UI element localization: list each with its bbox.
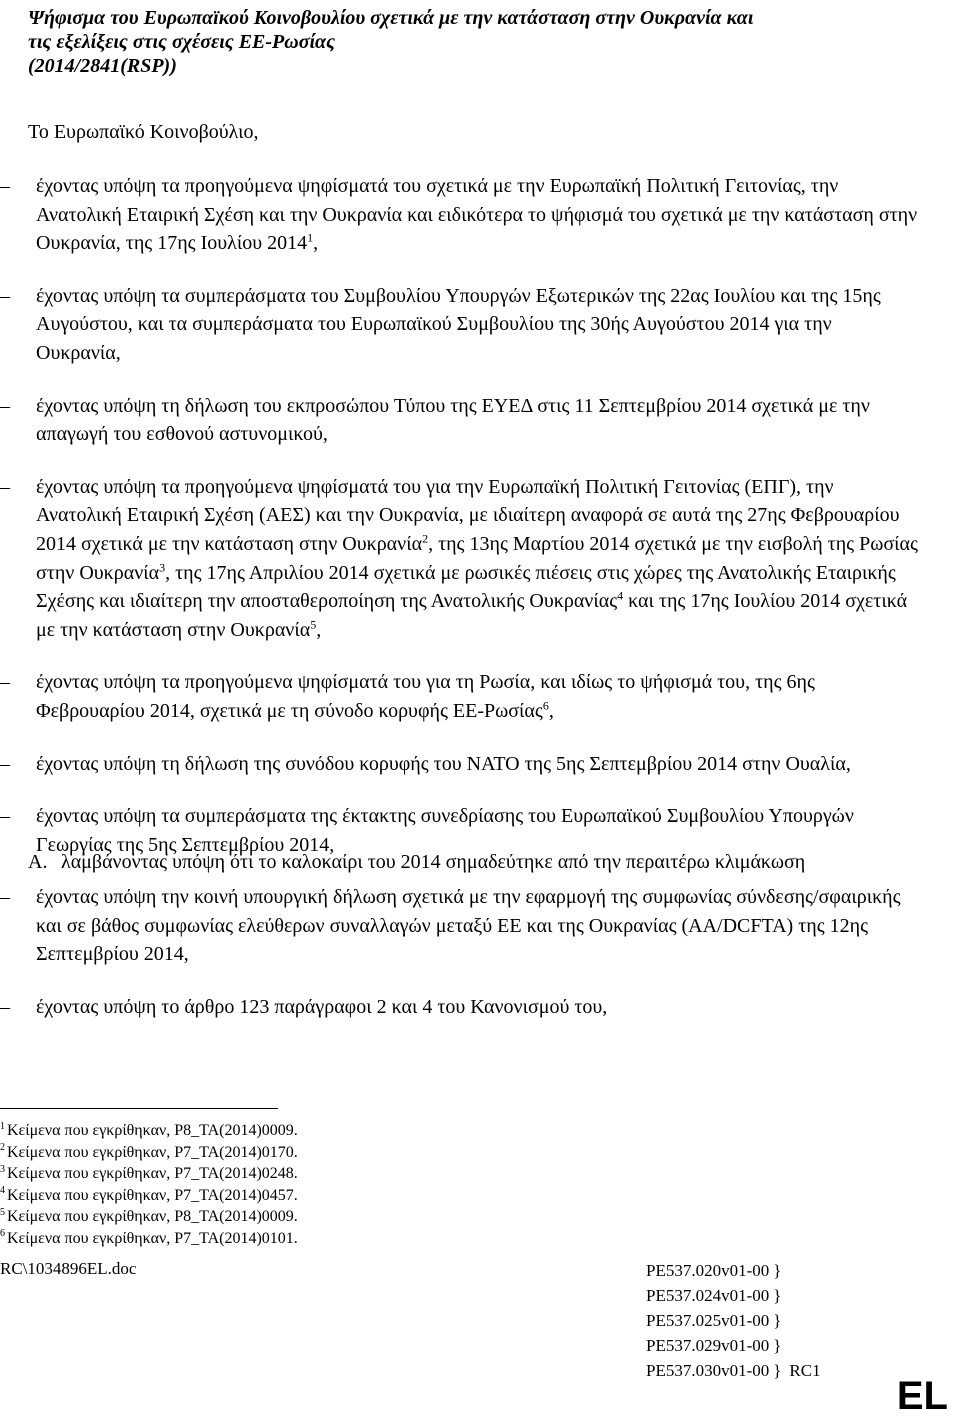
consideration-item [28, 848, 928, 876]
footnote-ref: 4 [617, 588, 624, 603]
pe-reference [646, 1333, 821, 1358]
recital-item [0, 883, 960, 969]
footnote-text: Κείμενα που εγκρίθηκαν, P7_TA(2014)0101. [7, 1229, 298, 1247]
recital-text: έχοντας υπόψη τα συμπεράσματα της έκτακτης συνεδρίασης του Ευρωπαϊκού Συμβουλίου Υπουργών Γεωργίας της 5ης Σεπτεμβρίου 2014, [36, 805, 854, 856]
recital-dash: – [0, 284, 10, 307]
recital-item [0, 993, 960, 1022]
pe-brace: } [773, 1261, 782, 1280]
recital-dash: – [0, 671, 10, 694]
recitals-list [0, 172, 960, 1046]
footnote-ref: 2 [422, 531, 429, 546]
footnote-number: 2 [0, 1142, 5, 1154]
procedure-code: (2014/2841(RSP)) [28, 55, 177, 77]
footnote-number: 5 [0, 1206, 5, 1218]
footnote-text: Κείμενα που εγκρίθηκαν, P7_TA(2014)0457. [7, 1186, 298, 1204]
footnote-text: Κείμενα που εγκρίθηκαν, P7_TA(2014)0248. [7, 1165, 298, 1182]
pe-reference [646, 1258, 821, 1283]
footnote-item [0, 1206, 298, 1228]
footnote-ref: 1 [307, 230, 314, 245]
footnote-text: Κείμενα που εγκρίθηκαν, P8_TA(2014)0009. [7, 1122, 298, 1139]
title-line-2: τις εξελίξεις στις σχέσεις ΕΕ-Ρωσίας [28, 31, 336, 53]
footnote-separator [0, 1108, 278, 1109]
consideration-marker: Α. [28, 851, 48, 873]
pe-code: PE537.024v01-00 [646, 1286, 770, 1305]
pe-code: PE537.025v01-00 [646, 1311, 770, 1330]
recital-text: έχοντας υπόψη τα προηγούμενα ψηφίσματά του για την Ευρωπαϊκή Πολιτική Γειτονίας (ΕΠΓ), την Ανατολική Εταιρική Σχέση (ΑΕΣ) και την Ουκρανία, με ιδιαίτερη αναφορά σε αυτά της 27ης Φεβρουαρίου 2014 σχετικά με την κατάσταση στην Ουκρανία [36, 475, 900, 555]
footnote-item [0, 1120, 298, 1142]
footnote-number: 3 [0, 1163, 5, 1175]
recital-dash: – [0, 752, 10, 775]
pe-code: PE537.030v01-00 [646, 1361, 770, 1380]
pe-brace: } [773, 1311, 782, 1330]
recital-text: , της 13ης Μαρτίου 2014 σχετικά με την εισβολή της Ρωσίας στην Ουκρανία [36, 532, 918, 584]
recital-text: , της 17ης Απριλίου 2014 σχετικά με ρωσικές πιέσεις στις χώρες της Ανατολικής Εταιρικής Σχέσης και ιδιαίτερη την αποσταθεροποίηση της Ανατολικής Ουκρανίας [36, 561, 896, 613]
document-reference: RC\1034896EL.doc [0, 1259, 137, 1278]
recital-text: έχοντας υπόψη τη δήλωση της συνόδου κορυφής του ΝΑΤΟ της 5ης Σεπτεμβρίου 2014 στην Ουαλία, [36, 752, 851, 775]
recital-item [0, 282, 960, 368]
pe-code: PE537.029v01-00 [646, 1336, 770, 1355]
pe-reference [646, 1283, 821, 1308]
pe-reference [646, 1358, 821, 1383]
recital-text: έχοντας υπόψη τα προηγούμενα ψηφίσματά του σχετικά με την Ευρωπαϊκή Πολιτική Γειτονίας, την Ανατολική Εταιρική Σχέση και την Ουκρανία και ειδικότερα το ψήφισμά του σχετικά με την κατάσταση στην Ουκρανία, της 17ης Ιουλίου 2014 [36, 175, 918, 255]
recital-item [0, 172, 960, 258]
title-line-1: Ψήφισμα του Ευρωπαϊκού Κοινοβουλίου σχετικά με την κατάσταση στην Ουκρανία και [28, 7, 754, 29]
pe-reference-list [646, 1258, 821, 1383]
footnote-item [0, 1228, 298, 1250]
footnote-item [0, 1142, 298, 1164]
recital-text: έχοντας υπόψη τη δήλωση του εκπροσώπου Τύπου της ΕΥΕΔ στις 11 Σεπτεμβρίου 2014 σχετικά με την απαγωγή του εσθονού αστυνομικού, [36, 394, 870, 446]
language-code: EL [896, 1374, 948, 1418]
recital-text: , [316, 618, 322, 641]
recital-dash: – [0, 886, 10, 909]
document-title [28, 6, 928, 78]
recital-dash: – [0, 996, 10, 1019]
footnote-number: 4 [0, 1185, 5, 1197]
recital-dash: – [0, 394, 10, 417]
footnote-item [0, 1185, 298, 1207]
recital-text: έχοντας υπόψη την κοινή υπουργική δήλωση σχετικά με την εφαρμογή της συμφωνίας σύνδεσης/σφαιρικής και σε βάθος συμφωνίας ελεύθερων συναλλαγών μεταξύ ΕΕ και της Ουκρανίας (AA/DCFTA) της 12ης Σεπτεμβρίου 2014, [36, 886, 901, 966]
footnote-number: 6 [0, 1228, 5, 1240]
recital-text: έχοντας υπόψη τα συμπεράσματα του Συμβουλίου Υπουργών Εξωτερικών της 22ας Ιουλίου και της 15ης Αυγούστου, και τα συμπεράσματα του Ευρωπαϊκού Συμβουλίου της 30ής Αυγούστου 2014 για την Ουκρανία, [36, 284, 881, 364]
recital-text: και της 17ης Ιουλίου 2014 σχετικά με την κατάσταση στην Ουκρανία [36, 590, 908, 641]
pe-suffix: RC1 [789, 1361, 821, 1380]
recital-item [0, 750, 960, 779]
footnotes-list [0, 1120, 298, 1249]
author-line: Το Ευρωπαϊκό Κοινοβούλιο, [28, 121, 259, 143]
footnote-ref: 5 [310, 617, 317, 632]
footnote-ref: 6 [542, 698, 549, 713]
considerations-list [28, 848, 928, 876]
recital-text: έχοντας υπόψη τα προηγούμενα ψηφίσματά του για τη Ρωσία, και ιδίως το ψήφισμά του, της 6ης Φεβρουαρίου 2014, σχετικά με τη σύνοδο κορυφής ΕΕ-Ρωσίας [36, 671, 815, 722]
pe-brace: } [773, 1361, 782, 1380]
pe-brace: } [773, 1336, 782, 1355]
pe-brace: } [773, 1286, 782, 1305]
footnote-text: Κείμενα που εγκρίθηκαν, P8_TA(2014)0009. [7, 1208, 298, 1225]
recital-item [0, 668, 960, 725]
footnote-text: Κείμενα που εγκρίθηκαν, P7_TA(2014)0170. [7, 1143, 298, 1161]
recital-dash: – [0, 475, 10, 498]
consideration-text: λαμβάνοντας υπόψη ότι το καλοκαίρι του 2014 σημαδεύτηκε από την περαιτέρω κλιμάκωση [61, 851, 806, 873]
recital-item [0, 392, 960, 449]
footnote-item [0, 1163, 298, 1185]
recital-text: έχοντας υπόψη το άρθρο 123 παράγραφοι 2 και 4 του Κανονισμού του, [36, 996, 608, 1019]
footnote-ref: 3 [159, 559, 166, 574]
recital-dash: – [0, 175, 10, 197]
recital-dash: – [0, 805, 10, 828]
recital-text: , [548, 699, 554, 722]
recital-text: , [313, 232, 319, 255]
recital-item [0, 473, 960, 645]
pe-code: PE537.020v01-00 [646, 1261, 770, 1280]
pe-reference [646, 1308, 821, 1333]
footnote-number: 1 [0, 1120, 5, 1132]
